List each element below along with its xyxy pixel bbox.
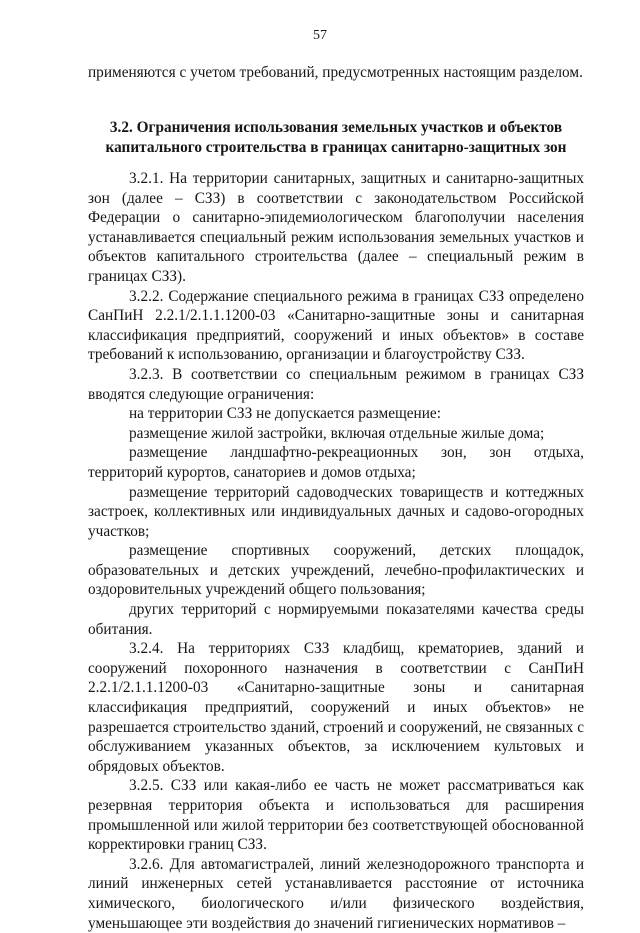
restriction-item-housing: размещение жилой застройки, включая отдельные жилые дома;: [129, 424, 545, 442]
lead-paragraph: применяются с учетом требований, предусмотренных настоящим разделом.: [88, 64, 583, 81]
restriction-item-recreation: размещение ландшафтно-рекреационных зон, зон отдыха, территорий курортов, санаториев и домов отдыха;: [88, 444, 584, 481]
section-body: [88, 169, 584, 933]
paragraph-3-2-1: 3.2.1. На территории санитарных, защитных и санитарно-защитных зон (далее – СЗЗ) в соответствии с законодательством Российской Федерации о санитарно-эпидемиологическом благополучии населения устанавливается специальный режим использования земельных участков и объектов капитального строительства (далее – специальный режим в границах СЗЗ).: [88, 170, 584, 285]
lead-paragraph-block: [88, 63, 584, 83]
restriction-item-sports-education: размещение спортивных сооружений, детских площадок, образовательных и детских учреждений, лечебно-профилактических и оздоровительных учреждений общего пользования;: [88, 542, 584, 599]
page-number: 57: [313, 28, 327, 43]
section-heading-line-1: 3.2. Ограничения использования земельных участков и объектов: [109, 119, 563, 136]
paragraph-3-2-4: 3.2.4. На территориях СЗЗ кладбищ, крематориев, зданий и сооружений похоронного назначения в соответствии с СанПиН 2.2.1/2.1.1.1200-03 «Санитарно-защитные зоны и санитарная классификация предприятий, сооружений и иных объектов» не разрешается строительство зданий, строений и сооружений, не связанных с обслуживанием указанных объектов, за исключением культовых и обрядовых объектов.: [88, 640, 584, 775]
restriction-item-gardening: размещение территорий садоводческих товариществ и коттеджных застроек, коллективных или индивидуальных дачных и садово-огородных участков;: [88, 483, 584, 540]
restriction-intro: на территории СЗЗ не допускается размещение:: [129, 405, 441, 423]
paragraph-3-2-5: 3.2.5. СЗЗ или какая-либо ее часть не может рассматриваться как резервная территория объекта и использоваться для расширения промышленной или жилой территории без соответствующей обоснованной корректировки границ СЗЗ.: [88, 777, 584, 854]
section-heading: [88, 118, 584, 158]
paragraph-3-2-3: 3.2.3. В соответствии со специальным режимом в границах СЗЗ вводятся следующие ограничения:: [88, 365, 584, 403]
paragraph-3-2-2: 3.2.2. Содержание специального режима в границах СЗЗ определено СанПиН 2.2.1/2.1.1.1200-03 «Санитарно-защитные зоны и санитарная классификация предприятий, сооружений и иных объектов» в составе требований к использованию, организации и благоустройству СЗЗ.: [88, 287, 584, 364]
section-heading-line-2: капитального строительства в границах санитарно-защитных зон: [105, 139, 567, 156]
restriction-item-other-territories: других территорий с нормируемыми показателями качества среды обитания.: [88, 601, 584, 638]
paragraph-3-2-6: 3.2.6. Для автомагистралей, линий железнодорожного транспорта и линий инженерных сетей устанавливается расстояние от источника химического, биологического и/или физического воздействия, уменьшающее эти воздействия до значений гигиенических нормативов –: [88, 855, 584, 932]
